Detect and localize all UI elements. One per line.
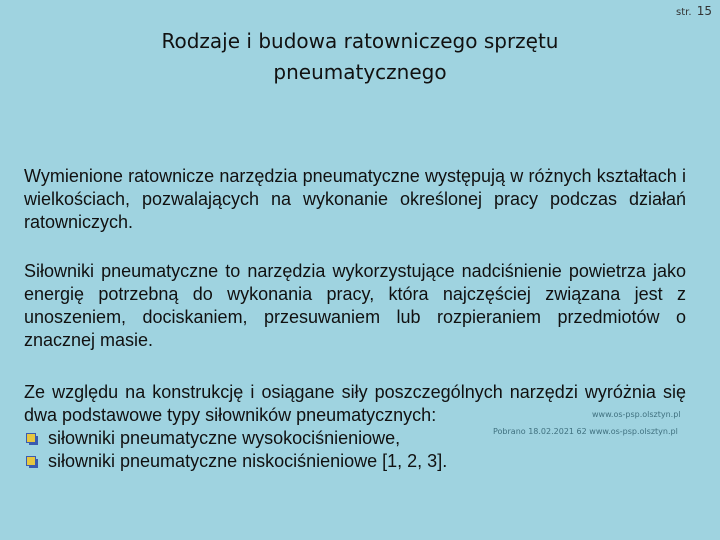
checkbox-bullet-icon <box>26 456 36 466</box>
paragraph-actuator-types: Ze względu na konstrukcję i osiągane siły poszczególnych narzędzi wyróżnia się dwa podstawowe typy siłowników pneumatycznych: <box>24 382 686 425</box>
watermark-download-note: Pobrano 18.02.2021 62 www.os-psp.olsztyn.pl <box>493 427 678 436</box>
list-item-low-pressure <box>24 450 447 473</box>
watermark-url: www.os-psp.olsztyn.pl <box>592 410 681 419</box>
list-item-label: siłowniki pneumatyczne niskociśnieniowe [1, 2, 3]. <box>48 451 448 471</box>
slide-title: Rodzaje i budowa ratowniczego sprzętu pneumatycznego <box>161 29 559 84</box>
page-number-label: str. <box>676 7 692 18</box>
list-item-label: siłowniki pneumatyczne wysokociśnieniowe, <box>48 428 401 448</box>
list-item-high-pressure <box>24 427 447 450</box>
page-number-value: 15 <box>696 4 712 18</box>
checkbox-bullet-icon <box>26 433 36 443</box>
paragraph-actuators-definition: Siłowniki pneumatyczne to narzędzia wykorzystujące nadciśnienie powietrza jako energię potrzebną do wykonania pracy, która najczęściej związana jest z unoszeniem, dociskaniem, przesuwaniem lub rozpieraniem przedmiotów o znacznej masie. <box>24 261 686 350</box>
page-number <box>676 4 712 18</box>
paragraph-intro: Wymienione ratownicze narzędzia pneumatyczne występują w różnych kształtach i wielkościach, pozwalających na wykonanie określonej pracy podczas działań ratowniczych. <box>24 166 686 232</box>
actuator-types-list <box>24 427 447 473</box>
